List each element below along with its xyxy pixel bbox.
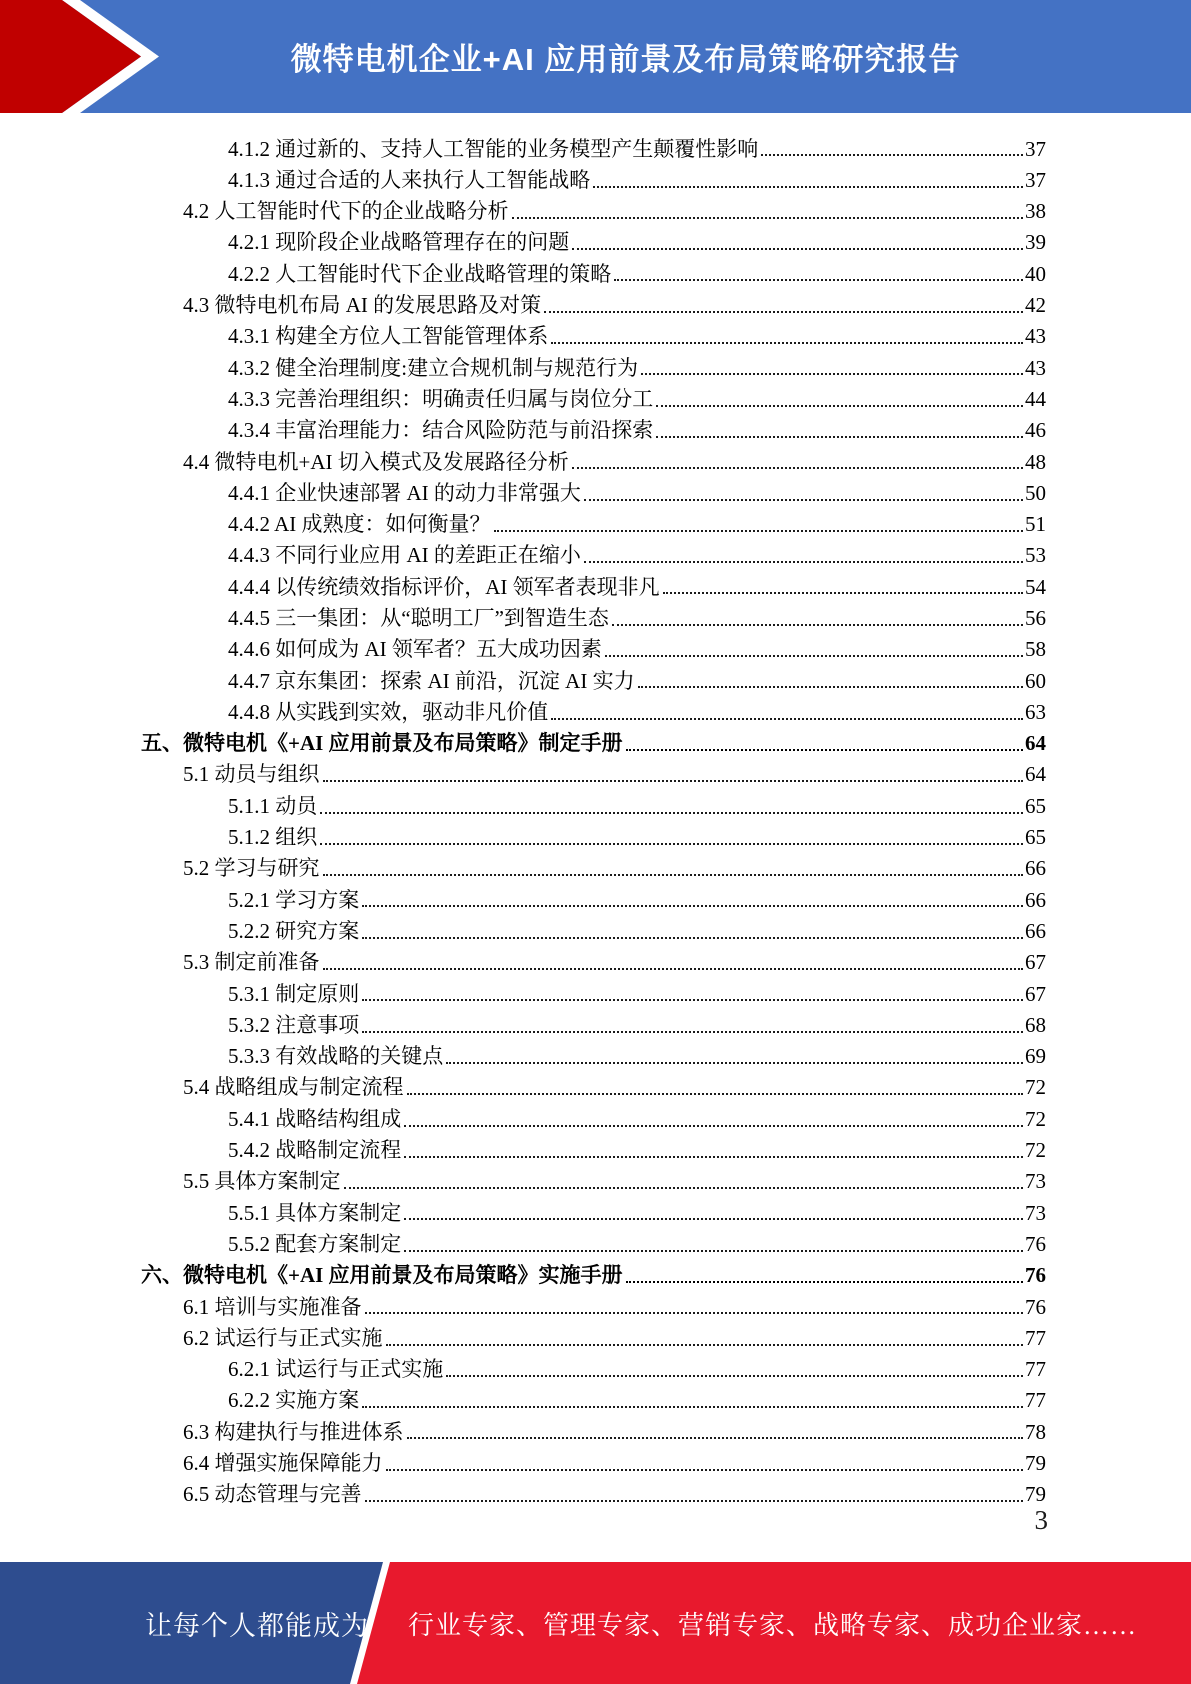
toc-entry[interactable] [0,975,1191,1006]
toc-entry-text: 4.4.5 三一集团：从“聪明工厂”到智造生态 [228,605,609,630]
dot-leader [572,248,1023,250]
toc-entry-page: 76 [1025,1263,1046,1288]
toc-entry-page: 66 [1025,918,1046,943]
dot-leader [626,749,1023,751]
toc-entry-page: 65 [1025,793,1046,818]
toc-entry[interactable] [0,1413,1191,1444]
toc-entry-page: 72 [1025,1075,1046,1100]
dot-leader [584,499,1023,501]
toc-entry-text: 6.2.2 实施方案 [228,1388,360,1413]
toc-entry[interactable] [0,443,1191,474]
toc-entry-text: 4.1.2 通过新的、支持人工智能的业务模型产生颠覆性影响 [228,136,759,161]
toc-entry[interactable] [0,1006,1191,1037]
toc-entry-text: 4.4.2 AI 成熟度：如何衡量？ [228,512,491,537]
toc-entry-page: 46 [1025,418,1046,443]
toc-entry[interactable] [0,318,1191,349]
toc-entry[interactable] [0,1319,1191,1350]
dot-leader [320,812,1023,814]
toc-entry[interactable] [0,662,1191,693]
toc-entry[interactable] [0,599,1191,630]
dot-leader [605,655,1023,657]
toc-entry[interactable] [0,193,1191,224]
page-footer [0,1562,1191,1684]
toc-entry[interactable] [0,474,1191,505]
dot-leader [551,718,1023,720]
toc-entry-text: 5.3.2 注意事项 [228,1012,360,1037]
toc-entry[interactable] [0,1444,1191,1475]
toc-entry-text: 5.1.1 动员 [228,793,318,818]
toc-entry-page: 76 [1025,1294,1046,1319]
footer-slogan-left: 让每个人都能成为 [145,1610,369,1641]
dot-leader [365,1312,1024,1314]
dot-leader [404,1156,1023,1158]
toc-entry-text: 4.3.4 丰富治理能力：结合风险防范与前沿探索 [228,418,654,443]
toc-entry[interactable] [0,631,1191,662]
toc-entry[interactable] [0,819,1191,850]
dot-leader [404,1250,1023,1252]
toc-entry[interactable] [0,1194,1191,1225]
toc-entry-page: 44 [1025,386,1046,411]
toc-entry-text: 5.5 具体方案制定 [183,1169,341,1194]
dot-leader [362,937,1023,939]
toc-entry-text: 4.4.4 以传统绩效指标评价，AI 领军者表现非凡 [228,574,660,599]
dot-leader [362,905,1023,907]
toc-entry[interactable] [0,412,1191,443]
toc-entry-text: 4.2.1 现阶段企业战略管理存在的问题 [228,230,570,255]
toc-entry[interactable] [0,1257,1191,1288]
dot-leader [323,968,1024,970]
toc-entry[interactable] [0,349,1191,380]
toc-entry[interactable] [0,725,1191,756]
toc-entry-text: 5.4.1 战略结构组成 [228,1106,402,1131]
page-number: 3 [1034,1505,1048,1535]
toc-entry-page: 48 [1025,449,1046,474]
toc-entry-page: 63 [1025,699,1046,724]
toc-entry-text: 4.3 微特电机布局 AI 的发展思路及对策 [183,293,542,318]
toc-entry-page: 67 [1025,950,1046,975]
toc-entry-page: 68 [1025,1012,1046,1037]
toc-entry-text: 5.5.2 配套方案制定 [228,1231,402,1256]
toc-entry-text: 6.1 培训与实施准备 [183,1294,362,1319]
toc-entry-text: 6.4 增强实施保障能力 [183,1451,383,1475]
toc-entry-text: 五、微特电机《+AI 应用前景及布局策略》制定手册 [141,731,623,756]
toc-entry[interactable] [0,537,1191,568]
toc-entry[interactable] [0,1382,1191,1413]
toc-entry[interactable] [0,161,1191,192]
toc-entry-page: 77 [1025,1388,1046,1413]
toc-entry-page: 37 [1025,136,1046,161]
dot-leader [362,1406,1023,1408]
toc-entry[interactable] [0,1476,1191,1507]
dot-leader [407,1093,1024,1095]
toc-entry-text: 5.2.1 学习方案 [228,887,360,912]
toc-entry-page: 53 [1025,543,1046,568]
toc-entry-page: 65 [1025,825,1046,850]
toc-entry-text: 4.3.2 健全治理制度:建立合规机制与规范行为 [228,355,639,380]
dot-leader [626,1281,1023,1283]
toc-entry-page: 66 [1025,856,1046,881]
dot-leader [656,436,1023,438]
toc-entry[interactable] [0,912,1191,943]
dot-leader [446,1062,1023,1064]
toc-entry-text: 5.4 战略组成与制定流程 [183,1075,404,1100]
toc-entry-page: 67 [1025,981,1046,1006]
toc-entry-page: 73 [1025,1200,1046,1225]
toc-entry[interactable] [0,944,1191,975]
toc-entry-text: 6.5 动态管理与完善 [183,1482,362,1507]
toc-entry[interactable] [0,1132,1191,1163]
dot-leader [323,780,1024,782]
dot-leader [761,154,1023,156]
dot-leader [494,530,1024,532]
toc-entry[interactable] [0,693,1191,724]
toc-entry-page: 43 [1025,324,1046,349]
footer-slogan-right: 行业专家、管理专家、营销专家、战略专家、成功企业家…… [408,1610,1138,1640]
toc-entry[interactable] [0,1225,1191,1256]
toc-entry-text: 5.2.2 研究方案 [228,918,360,943]
toc-entry[interactable] [0,1038,1191,1069]
report-title: 微特电机企业+AI 应用前景及布局策略研究报告 [290,42,961,77]
toc-entry-text: 4.3.1 构建全方位人工智能管理体系 [228,324,549,349]
toc-entry-page: 51 [1025,512,1046,537]
toc-entry-text: 5.3 制定前准备 [183,950,320,975]
dot-leader [404,1125,1023,1127]
toc-entry[interactable] [0,506,1191,537]
toc-entry-page: 64 [1025,731,1046,756]
toc-entry[interactable] [0,787,1191,818]
toc-entry-text: 4.4 微特电机+AI 切入模式及发展路径分析 [183,449,569,474]
toc-entry-text: 5.2 学习与研究 [183,856,320,881]
toc-entry-page: 77 [1025,1325,1046,1350]
toc-entry-text: 5.3.1 制定原则 [228,981,360,1006]
toc-entry[interactable] [0,1100,1191,1131]
toc-entry[interactable] [0,881,1191,912]
toc-entry[interactable] [0,1163,1191,1194]
toc-entry-text: 4.4.3 不同行业应用 AI 的差距正在缩小 [228,543,581,568]
dot-leader [386,1469,1024,1471]
toc-entry[interactable] [0,380,1191,411]
dot-leader [344,1187,1024,1189]
toc-entry-page: 79 [1025,1482,1046,1507]
dot-leader [365,1500,1024,1502]
dot-leader [663,592,1023,594]
toc-entry-text: 六、微特电机《+AI 应用前景及布局策略》实施手册 [141,1263,623,1288]
dot-leader [572,467,1023,469]
toc-entry-text: 5.5.1 具体方案制定 [228,1200,402,1225]
dot-leader [512,217,1024,219]
toc-entry-text: 5.1.2 组织 [228,825,318,850]
toc-entry-page: 64 [1025,762,1046,787]
toc-entry-text: 5.3.3 有效战略的关键点 [228,1044,444,1069]
dot-leader [641,373,1023,375]
toc-list [0,130,1191,1507]
toc-entry[interactable] [0,130,1191,161]
toc-entry-page: 72 [1025,1106,1046,1131]
toc-entry-text: 4.2.2 人工智能时代下企业战略管理的策略 [228,261,612,286]
dot-leader [362,1031,1023,1033]
dot-leader [386,1344,1024,1346]
toc-entry-page: 73 [1025,1169,1046,1194]
dot-leader [404,1218,1023,1220]
toc-entry-page: 58 [1025,637,1046,662]
toc-entry-page: 43 [1025,355,1046,380]
toc-entry-text: 4.1.3 通过合适的人来执行人工智能战略 [228,167,591,192]
toc-entry-page: 69 [1025,1044,1046,1069]
toc-entry-text: 4.4.1 企业快速部署 AI 的动力非常强大 [228,480,581,505]
toc-entry-page: 78 [1025,1419,1046,1444]
toc-entry-page: 54 [1025,574,1046,599]
toc-entry-page: 42 [1025,293,1046,318]
toc-entry-text: 6.3 构建执行与推进体系 [183,1419,404,1444]
dot-leader [638,686,1023,688]
toc-entry-page: 38 [1025,199,1046,224]
toc-entry-page: 56 [1025,605,1046,630]
toc-entry-text: 5.4.2 战略制定流程 [228,1138,402,1163]
toc-entry[interactable] [0,850,1191,881]
toc-entry-text: 4.3.3 完善治理组织：明确责任归属与岗位分工 [228,386,654,411]
toc-entry[interactable] [0,224,1191,255]
toc-entry[interactable] [0,1288,1191,1319]
dot-leader [320,843,1023,845]
report-header [0,0,1191,113]
toc-entry-text: 4.4.7 京东集团：探索 AI 前沿，沉淀 AI 实力 [228,668,635,693]
toc-entry[interactable] [0,255,1191,286]
toc-entry-page: 37 [1025,167,1046,192]
toc-entry[interactable] [0,756,1191,787]
toc-entry-page: 77 [1025,1357,1046,1382]
toc-entry-text: 6.2 试运行与正式实施 [183,1325,383,1350]
dot-leader [551,342,1023,344]
toc-entry[interactable] [0,1069,1191,1100]
dot-leader [584,561,1023,563]
toc-entry-page: 60 [1025,668,1046,693]
toc-entry-page: 39 [1025,230,1046,255]
toc-entry-text: 5.1 动员与组织 [183,762,320,787]
toc-entry-page: 40 [1025,261,1046,286]
toc-entry-page: 50 [1025,480,1046,505]
toc-entry-text: 4.4.6 如何成为 AI 领军者？五大成功因素 [228,637,602,662]
toc-entry[interactable] [0,286,1191,317]
dot-leader [446,1375,1023,1377]
dot-leader [407,1437,1024,1439]
toc-entry-page: 79 [1025,1451,1046,1475]
toc-entry[interactable] [0,568,1191,599]
toc-entry-text: 4.2 人工智能时代下的企业战略分析 [183,199,509,224]
toc-entry-text: 6.2.1 试运行与正式实施 [228,1357,444,1382]
toc-entry-page: 66 [1025,887,1046,912]
dot-leader [614,279,1023,281]
dot-leader [544,311,1023,313]
dot-leader [612,624,1023,626]
toc-entry-page: 76 [1025,1231,1046,1256]
toc-entry-text: 4.4.8 从实践到实效，驱动非凡价值 [228,699,549,724]
toc-entry[interactable] [0,1351,1191,1382]
dot-leader [323,874,1024,876]
dot-leader [656,405,1023,407]
toc-entry-page: 72 [1025,1138,1046,1163]
dot-leader [593,186,1023,188]
dot-leader [362,999,1023,1001]
